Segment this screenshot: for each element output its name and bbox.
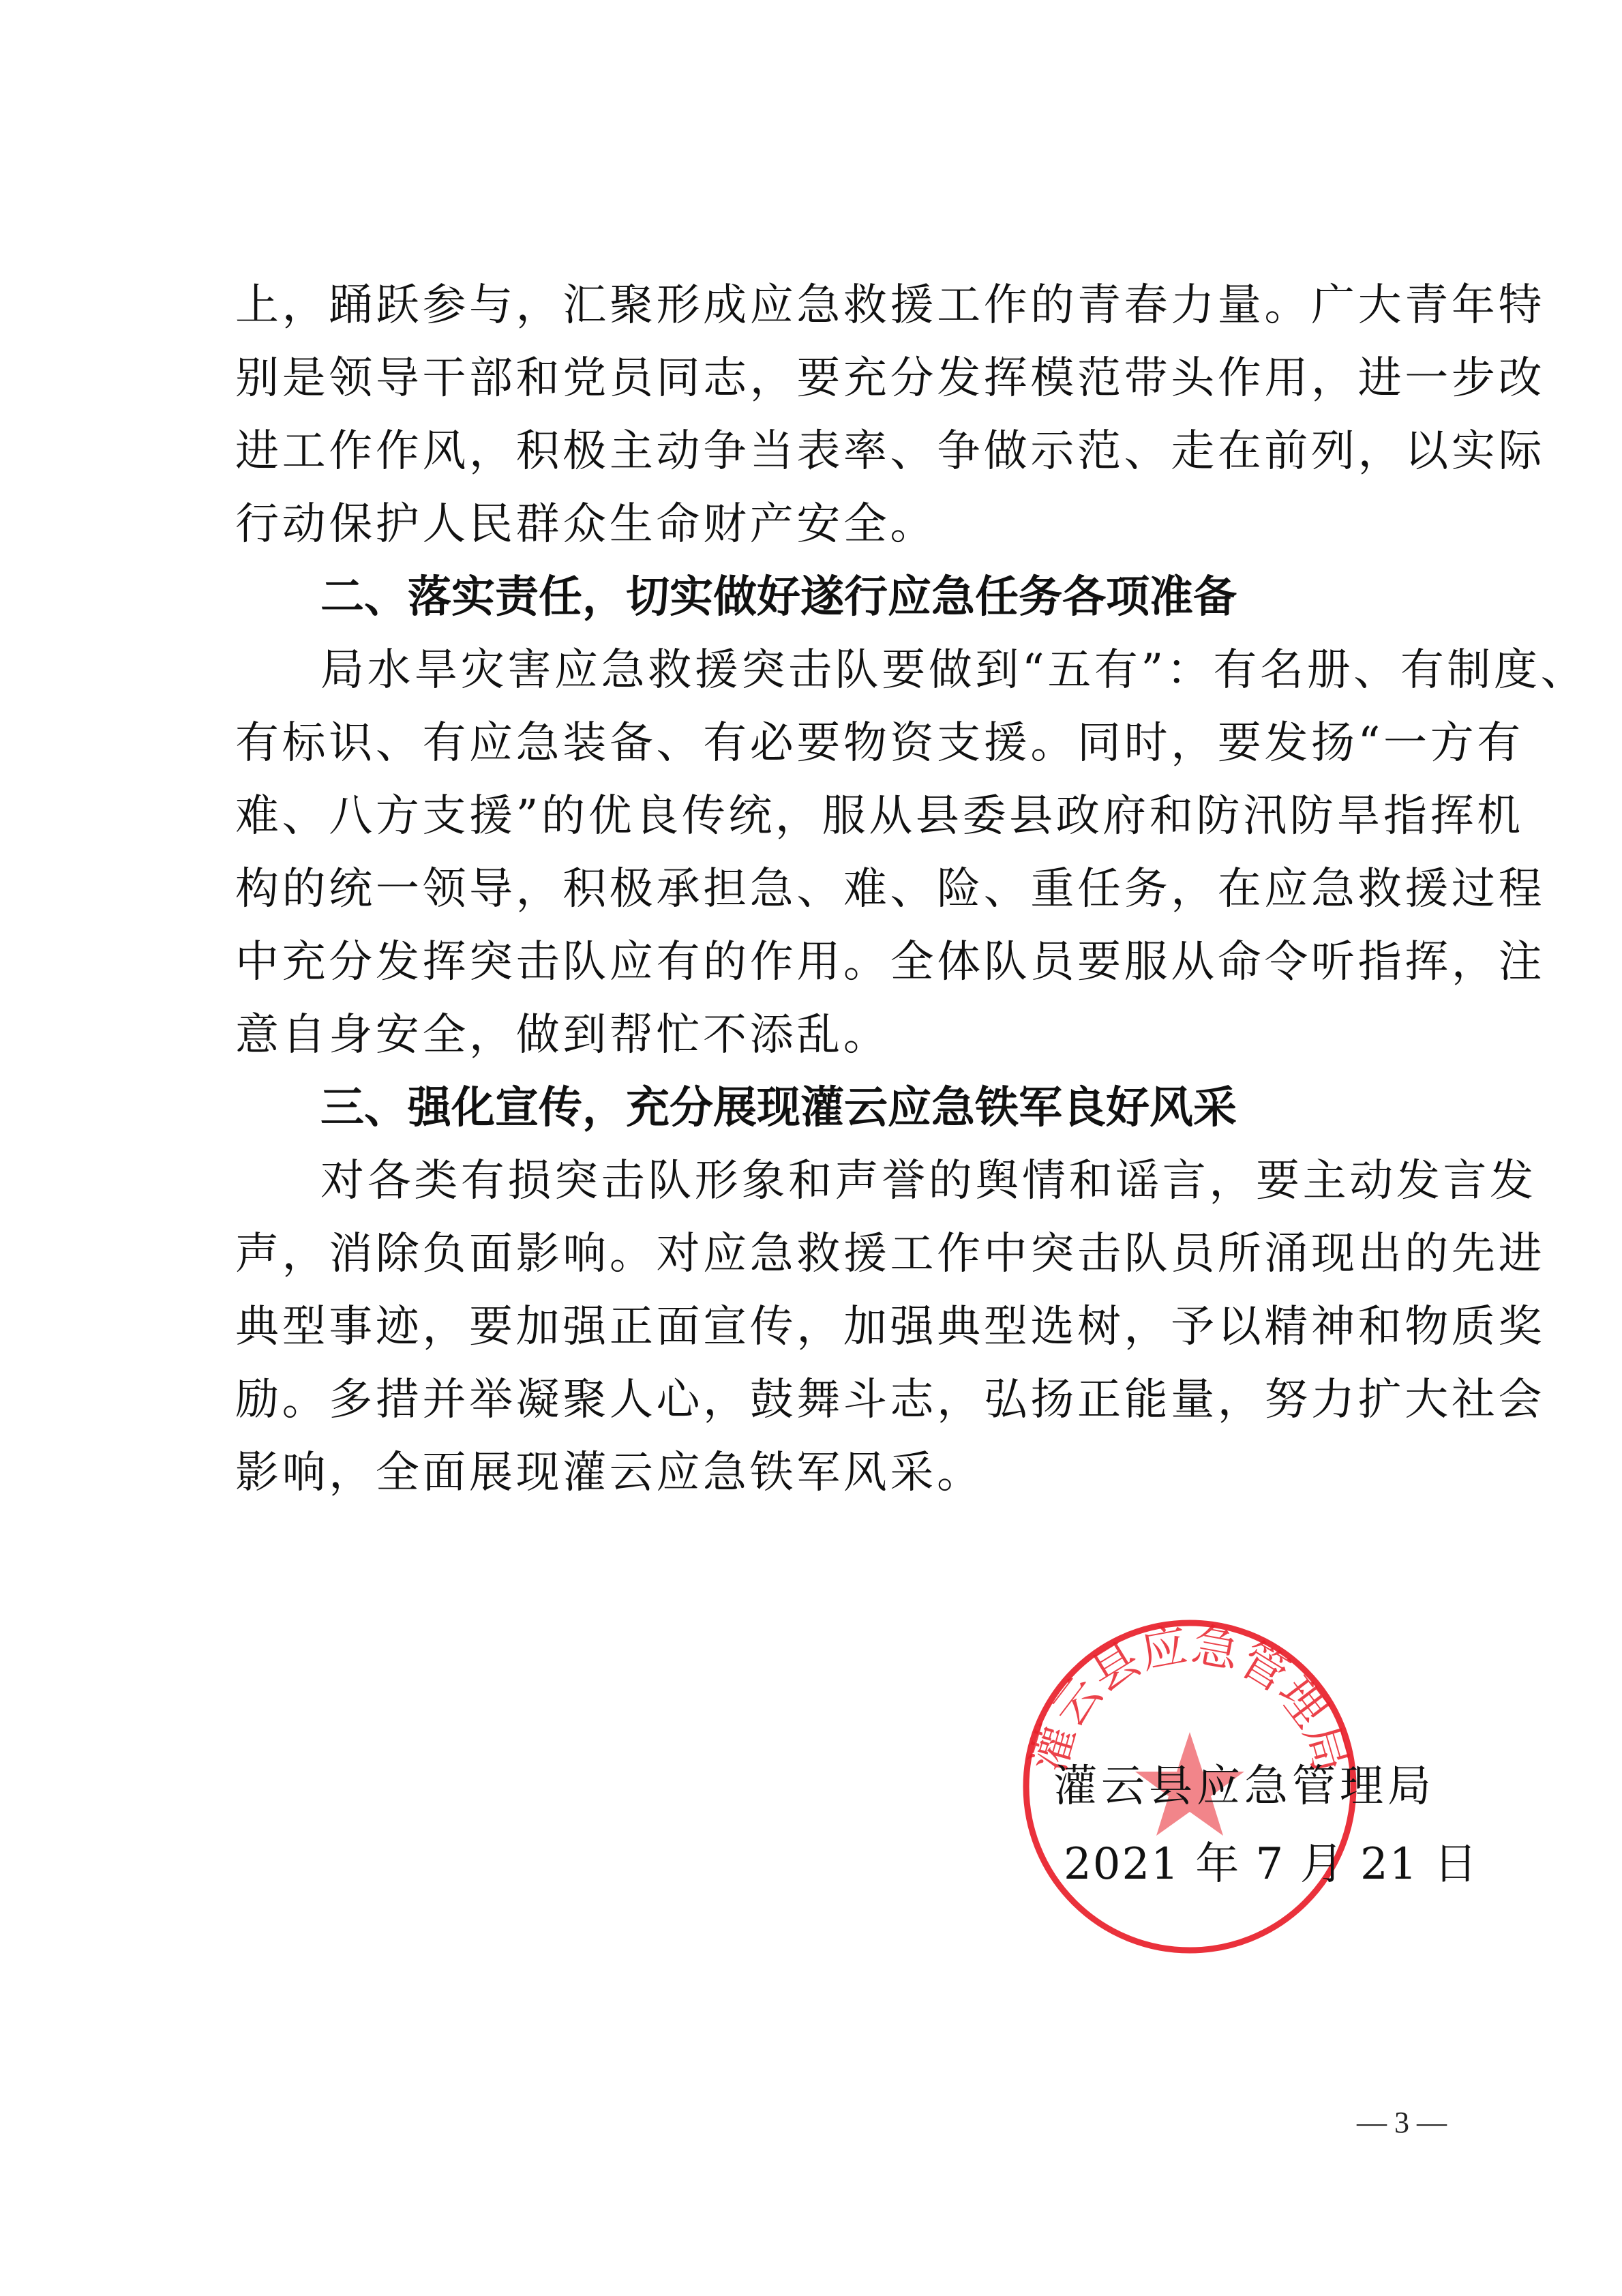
body-line: 励 。 多 措 并 举 凝 聚 人 心 ， 鼓 舞 斗 志 ， 弘 扬 正 能 量 ， 努 力 扩 大 社 会 — [235, 1375, 1546, 1425]
page-number: — 3 — — [1357, 2106, 1447, 2139]
body-line: 典 型 事 迹 ， 要 加 强 正 面 宣 传 ， 加 强 典 型 选 树 ， 予 以 精 神 和 物 质 奖 — [235, 1302, 1546, 1352]
signing-date: 2021 年 7 月 21 日 — [1064, 1839, 1479, 1890]
body-line: 局水旱灾害应急救援突击队要做到“五有”：有名册、有制度、 — [320, 645, 1588, 696]
body-line: 影响，全面展现灌云应急铁军风采。 — [235, 1448, 984, 1498]
body-line: 进 工 作 作 风 ， 积 极 主 动 争 当 表 率 、 争 做 示 范 、 走 在 前 列 ， 以 实 际 — [235, 426, 1546, 477]
body-line: 有 标 识 、 有 应 急 装 备 、 有 必 要 物 资 支 援 。 同 时 ， 要 发 扬 “ 一 方 有 — [235, 718, 1524, 769]
seal-arc-text: 灌云县应急管理局 — [1021, 1617, 1358, 1778]
body-line: 别 是 领 导 干 部 和 党 员 同 志 ， 要 充 分 发 挥 模 范 带 头 作 用 ， 进 一 步 改 — [235, 353, 1546, 404]
body-line: 行动保护人民群众生命财产安全。 — [235, 499, 937, 550]
signing-organization: 灌云县应急管理局 — [1053, 1761, 1435, 1812]
section-heading-3: 三、强化宣传，充分展现灌云应急铁军良好风采 — [320, 1083, 1237, 1133]
body-line: 难 、 八 方 支 援 ” 的 优 良 传 统 ， 服 从 县 委 县 政 府 和 防 汛 防 旱 指 挥 机 — [235, 791, 1524, 841]
section-heading-2: 二、落实责任，切实做好遂行应急任务各项准备 — [320, 572, 1237, 623]
body-line: 上 ， 踊 跃 参 与 ， 汇 聚 形 成 应 急 救 援 工 作 的 青 春 力 量 。 广 大 青 年 特 — [235, 280, 1546, 331]
body-line: 意自身安全，做到帮忙不添乱。 — [235, 1010, 890, 1060]
body-line: 对各类有损突击队形象和声誉的舆情和谣言，要主动发言发 — [320, 1156, 1537, 1206]
body-line: 中 充 分 发 挥 突 击 队 应 有 的 作 用 。 全 体 队 员 要 服 从 命 令 听 指 挥 ， 注 — [235, 937, 1546, 987]
body-line: 构 的 统 一 领 导 ， 积 极 承 担 急 、 难 、 险 、 重 任 务 ， 在 应 急 救 援 过 程 — [235, 864, 1546, 914]
body-line: 声 ， 消 除 负 面 影 响 。 对 应 急 救 援 工 作 中 突 击 队 员 所 涌 现 出 的 先 进 — [235, 1229, 1546, 1279]
